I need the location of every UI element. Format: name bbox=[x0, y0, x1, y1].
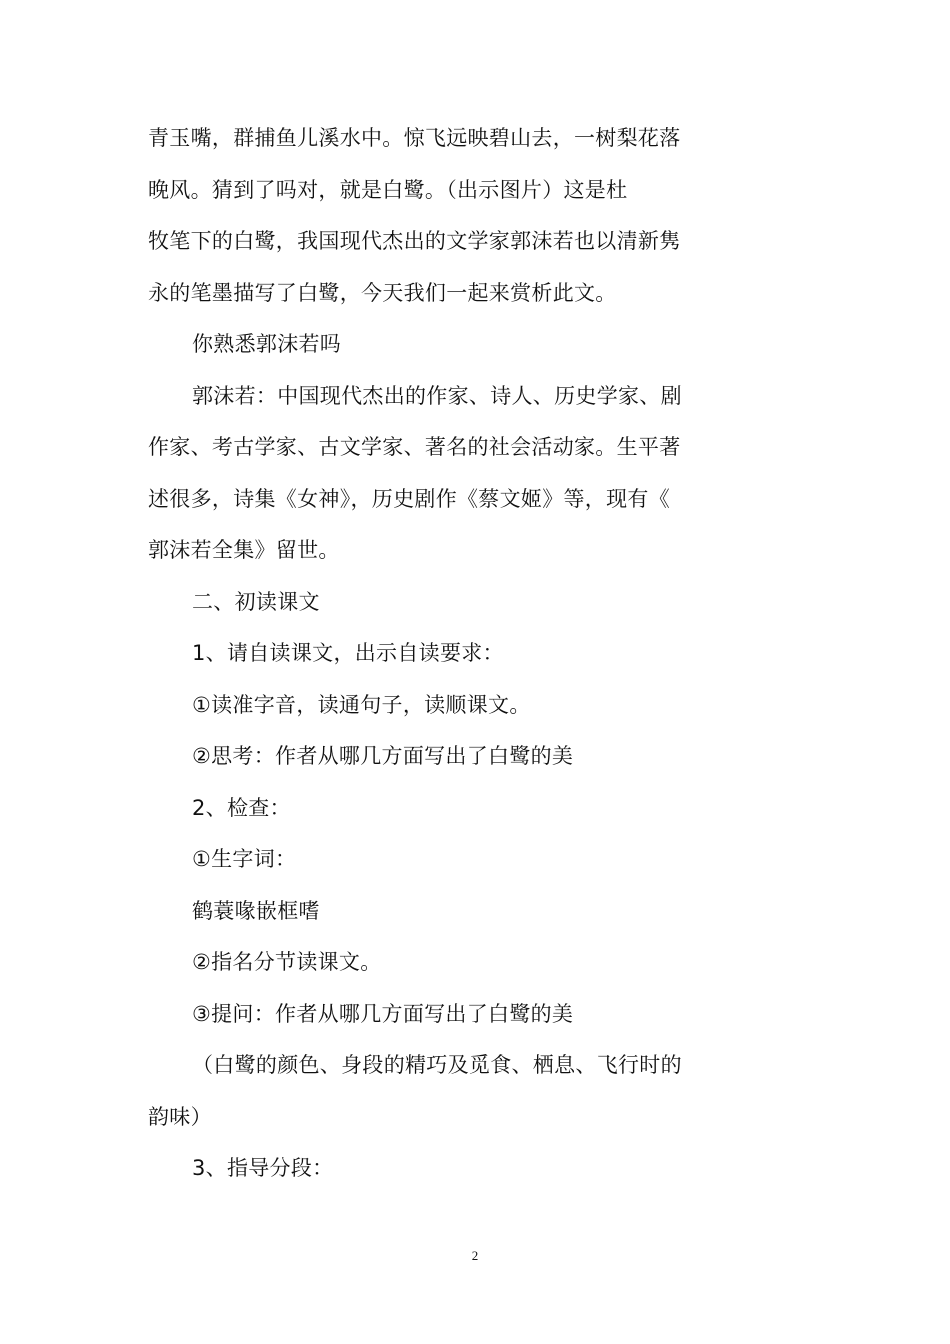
body-text-line: 牧笔下的白鹭，我国现代杰出的文学家郭沫若也以清新隽 bbox=[148, 229, 681, 253]
author-intro-line: 郭沫若：中国现代杰出的作家、诗人、历史学家、剧 bbox=[192, 384, 682, 408]
list-item: ①生字词： bbox=[192, 847, 297, 871]
list-item: ①读准字音，读通句子，读顺课文。 bbox=[192, 693, 531, 717]
section-heading: 二、初读课文 bbox=[192, 590, 320, 614]
body-text-line: 晚风。猜到了吗对，就是白鹭。（出示图片）这是杜 bbox=[148, 178, 628, 202]
list-item: ③提问：作者从哪几方面写出了白鹭的美 bbox=[192, 1002, 574, 1026]
question-line: 你熟悉郭沫若吗 bbox=[192, 332, 342, 356]
body-text-line: 青玉嘴，群捕鱼儿溪水中。惊飞远映碧山去，一树梨花落 bbox=[148, 126, 681, 150]
vocabulary-line: 鹤蓑喙嵌框嗜 bbox=[192, 899, 320, 923]
body-text-line: 永的笔墨描写了白鹭，今天我们一起来赏析此文。 bbox=[148, 281, 617, 305]
page-number: 2 bbox=[471, 1248, 479, 1263]
list-item: 2、检查： bbox=[192, 796, 291, 820]
answer-line: （白鹭的颜色、身段的精巧及觅食、栖息、飞行时的 bbox=[192, 1053, 682, 1077]
list-item: 1、请自读课文，出示自读要求： bbox=[192, 641, 504, 665]
list-item: ②指名分节读课文。 bbox=[192, 950, 382, 974]
body-text-line: 述很多，诗集《女神》，历史剧作《蔡文姬》等，现有《 bbox=[148, 487, 670, 511]
list-item: 3、指导分段： bbox=[192, 1156, 334, 1180]
answer-line: 韵味） bbox=[148, 1105, 212, 1129]
body-text-line: 作家、考古学家、古文学家、著名的社会活动家。生平著 bbox=[148, 435, 681, 459]
list-item: ②思考：作者从哪几方面写出了白鹭的美 bbox=[192, 744, 574, 768]
body-text-line: 郭沫若全集》留世。 bbox=[148, 538, 340, 562]
